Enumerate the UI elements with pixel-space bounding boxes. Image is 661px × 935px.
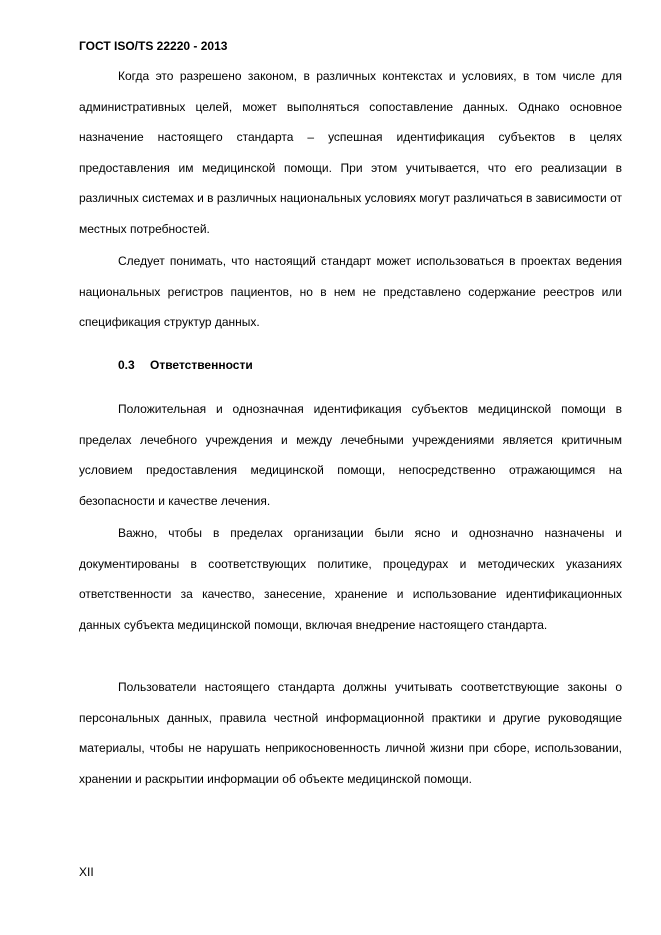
intro-paragraph-1: Когда это разрешено законом, в различных контекстах и условиях, в том числе для административных целей, может выполняться сопоставление данных. Однако основное назначение настоящего стандарта – успешная идентификация субъектов в целях предоставления им медицинской помощи. При этом учитывается, что его реализации в различных системах и в различных национальных условиях могут различаться в зависимости от местных потребностей.: [79, 69, 622, 236]
section-heading: [118, 357, 253, 373]
section-title: Ответственности: [150, 358, 253, 372]
section-paragraph-1: Положительная и однозначная идентификация субъектов медицинской помощи в пределах лечебного учреждения и между лечебными учреждениями является критичным условием предоставления медицинской помощи, непосредственно отражающимся на безопасности и качестве лечения.: [79, 402, 622, 508]
document-header: ГОСТ ISO/TS 22220 - 2013: [79, 39, 228, 53]
page-number: XII: [79, 865, 94, 879]
intro-paragraph-2: Следует понимать, что настоящий стандарт может использоваться в проектах ведения национальных регистров пациентов, но в нем не представлено содержание реестров или спецификация структур данных.: [79, 254, 622, 330]
section-paragraph-2: Важно, чтобы в пределах организации были ясно и однозначно назначены и документированы в соответствующих политике, процедурах и методических указаниях ответственности за качество, занесение, хранение и использование идентификационных данных субъекта медицинской помощи, включая внедрение настоящего стандарта.: [79, 526, 622, 632]
section-number: 0.3: [118, 358, 135, 372]
section-paragraph-3: Пользователи настоящего стандарта должны учитывать соответствующие законы о персональных данных, правила честной информационной практики и другие руководящие материалы, чтобы не нарушать неприкосновенность личной жизни при сборе, использовании, хранении и раскрытии информации об объекте медицинской помощи.: [79, 680, 622, 786]
